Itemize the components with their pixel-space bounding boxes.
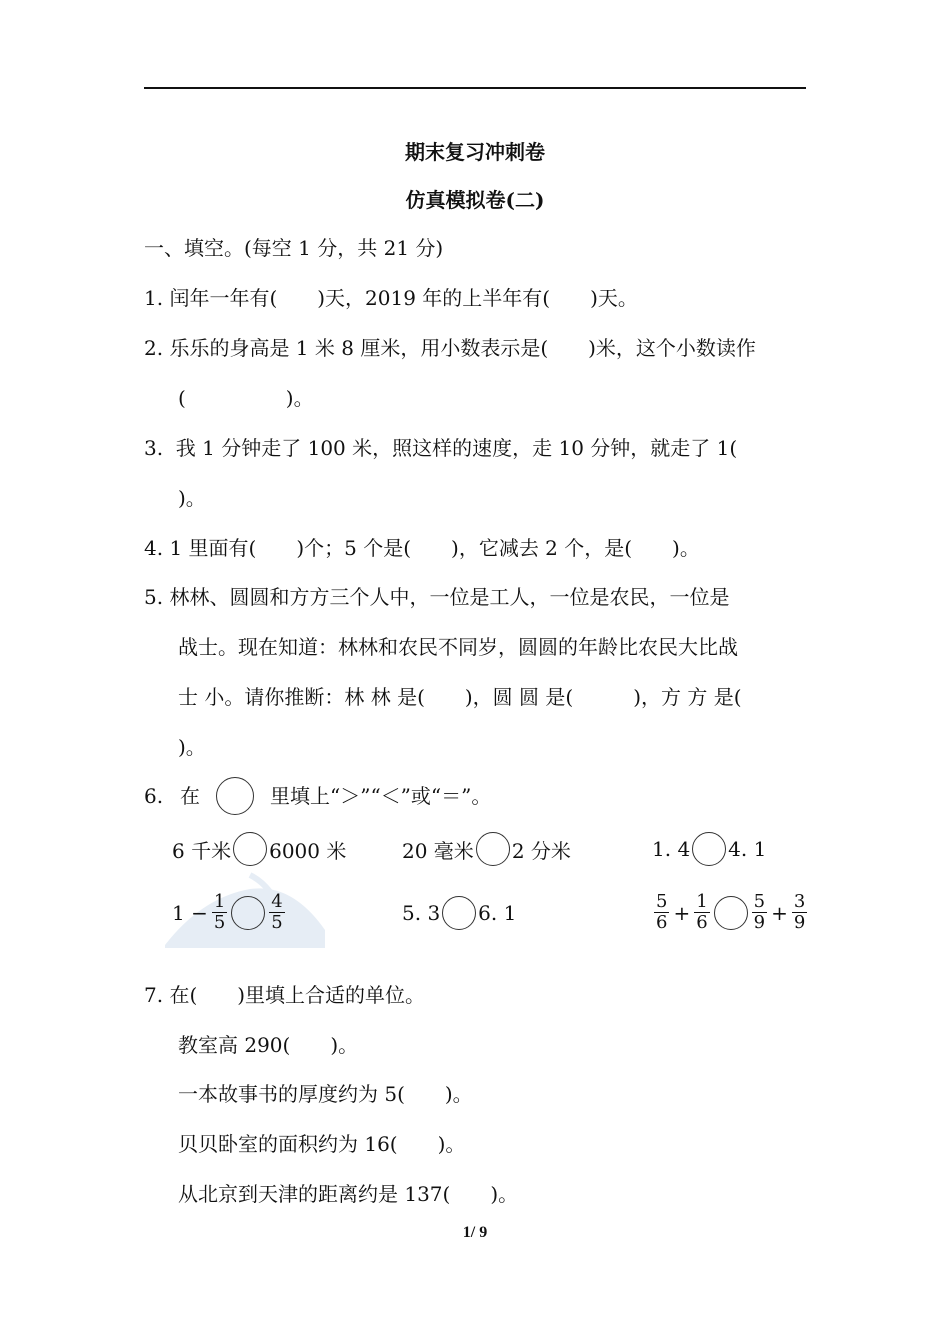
answer-circle[interactable]: [692, 832, 726, 866]
question-5-line-2: 战士。现在知道：林林和农民不同岁，圆圆的年龄比农民大比战: [178, 635, 738, 659]
fraction-denominator: 6: [696, 912, 708, 933]
answer-circle[interactable]: [442, 896, 476, 930]
compare-item-6: [652, 892, 809, 933]
fraction: [694, 892, 709, 933]
exam-title: 期末复习冲刺卷: [405, 140, 545, 164]
question-4: 4. 1 里面有( )个；5 个是( )，它减去 2 个，是( )。: [144, 536, 700, 560]
fraction: [752, 892, 767, 933]
plus-sign: +: [673, 900, 691, 925]
compare-right: 2 分米: [511, 838, 571, 863]
question-7-item-4: 从北京到天津的距离约是 137( )。: [178, 1182, 519, 1206]
fraction: [654, 892, 669, 933]
section-heading: 一、填空。(每空 1 分，共 21 分): [144, 236, 444, 260]
fraction-numerator: 1: [696, 891, 708, 912]
fraction: [269, 892, 284, 933]
question-6-prefix: 在: [180, 784, 200, 808]
answer-circle[interactable]: [233, 832, 267, 866]
compare-item-1: [172, 832, 346, 866]
fraction-denominator: 6: [656, 912, 668, 933]
question-7-item-3: 贝贝卧室的面积约为 16( )。: [178, 1132, 466, 1156]
fraction-denominator: 5: [271, 912, 283, 933]
question-2-line-1: 2. 乐乐的身高是 1 米 8 厘米，用小数表示是( )米，这个小数读作: [144, 336, 756, 360]
question-3-line-1: 3. 我 1 分钟走了 100 米，照这样的速度，走 10 分钟，就走了 1(: [144, 436, 738, 460]
question-5-line-4: )。: [178, 735, 206, 759]
fraction-denominator: 5: [213, 912, 226, 933]
question-1: 1. 闰年一年有( )天，2019 年的上半年有( )天。: [144, 286, 638, 310]
answer-circle[interactable]: [476, 832, 510, 866]
compare-item-2: [402, 832, 571, 866]
compare-item-4: [172, 892, 287, 933]
question-6-number: 6.: [144, 784, 164, 808]
exam-subtitle: 仿真模拟卷(二): [405, 188, 545, 212]
fraction-numerator: 5: [656, 891, 668, 912]
fraction-numerator: 4: [271, 891, 283, 912]
compare-left: 1 −: [172, 900, 208, 925]
example-circle-icon: [216, 777, 254, 815]
compare-item-3: [652, 832, 766, 866]
header-rule: [144, 87, 806, 89]
fraction: [212, 892, 227, 933]
answer-circle[interactable]: [231, 896, 265, 930]
fraction-numerator: 1: [213, 891, 226, 912]
question-5-line-3: 士 小。请你推断：林 林 是( )，圆 圆 是( )，方 方 是(: [178, 685, 742, 709]
question-5-line-1: 5. 林林、圆圆和方方三个人中，一位是工人，一位是农民，一位是: [144, 585, 730, 609]
question-7-item-1: 教室高 290( )。: [178, 1033, 359, 1057]
question-3-line-2: )。: [178, 486, 206, 510]
question-7: 7. 在( )里填上合适的单位。: [144, 983, 426, 1007]
fraction-denominator: 9: [793, 912, 806, 933]
compare-right: 6000 米: [269, 838, 347, 863]
fraction-numerator: 3: [793, 891, 806, 912]
question-7-item-2: 一本故事书的厚度约为 5( )。: [178, 1082, 473, 1106]
answer-circle[interactable]: [714, 896, 748, 930]
compare-item-5: [402, 896, 516, 930]
compare-right: 6. 1: [478, 901, 517, 925]
fraction-numerator: 5: [753, 891, 766, 912]
compare-right: 4. 1: [728, 837, 767, 861]
fraction-denominator: 9: [753, 912, 766, 933]
page-number: 1/ 9: [462, 1224, 488, 1241]
question-6-instruction: 里填上“＞”“＜”或“＝”。: [270, 784, 492, 808]
fraction: [792, 892, 807, 933]
compare-left: 1. 4: [652, 837, 691, 861]
plus-sign: +: [771, 900, 788, 925]
compare-left: 6 千米: [172, 838, 232, 863]
question-2-line-2: ( )。: [178, 386, 314, 410]
compare-left: 5. 3: [402, 901, 441, 925]
compare-left: 20 毫米: [402, 838, 474, 863]
